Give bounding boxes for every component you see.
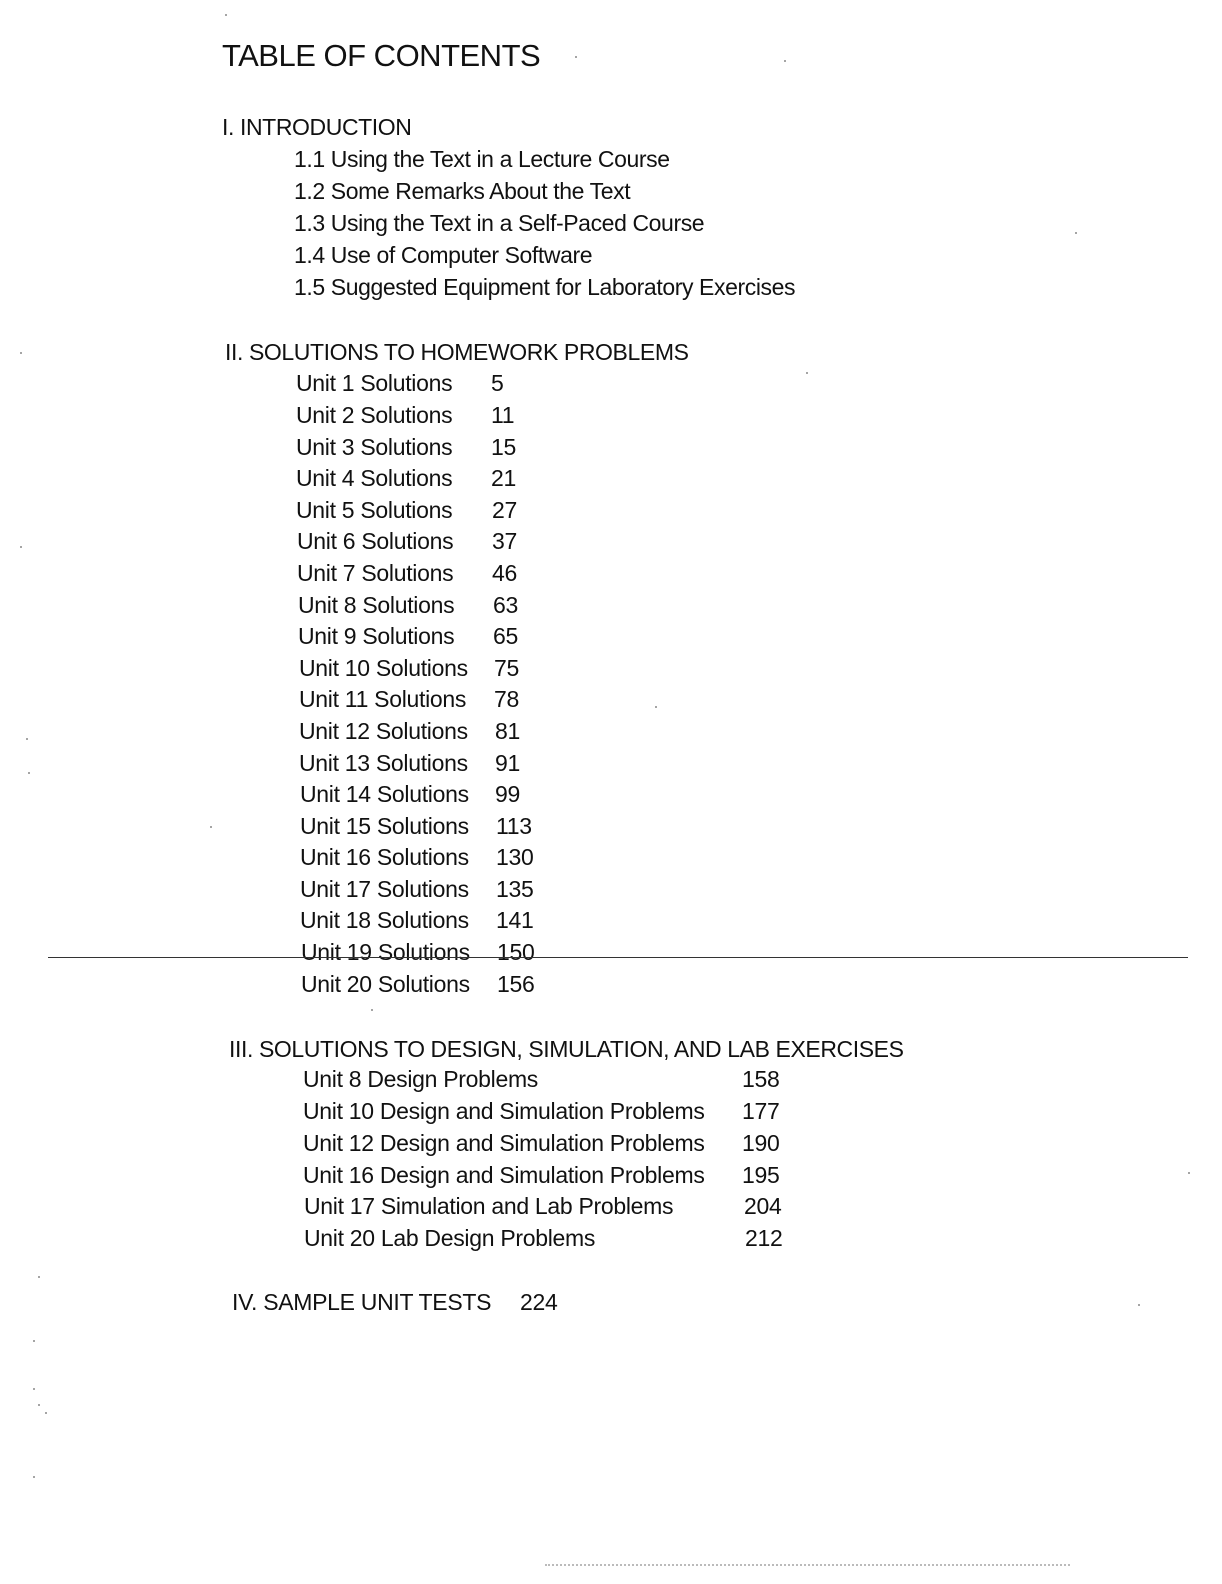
scan-speck xyxy=(655,706,657,708)
toc-row-label: Unit 1 Solutions xyxy=(296,370,453,396)
scan-speck xyxy=(1188,1172,1190,1174)
toc-row-label: Unit 20 Solutions xyxy=(301,971,470,997)
scan-speck xyxy=(33,1340,35,1342)
toc-row-page: 99 xyxy=(495,781,520,807)
toc-row-page: 21 xyxy=(491,465,516,491)
toc-row-page: 150 xyxy=(497,939,535,965)
toc-row-label: Unit 2 Solutions xyxy=(296,402,453,428)
scan-speck xyxy=(1075,232,1077,234)
scan-speck xyxy=(45,1412,47,1414)
toc-row-page: 37 xyxy=(492,528,517,554)
section-heading-homework-solutions: II. SOLUTIONS TO HOMEWORK PROBLEMS xyxy=(225,339,689,365)
toc-row-label: Unit 6 Solutions xyxy=(297,528,454,554)
scan-speck xyxy=(784,60,786,62)
toc-row-label: Unit 5 Solutions xyxy=(296,497,453,523)
toc-row-page: 190 xyxy=(742,1130,780,1156)
scan-speck xyxy=(38,1404,40,1406)
toc-row-page: 46 xyxy=(492,560,517,586)
toc-row-label: Unit 20 Lab Design Problems xyxy=(304,1225,596,1251)
toc-row-label: Unit 18 Solutions xyxy=(300,907,469,933)
scan-speck xyxy=(28,772,30,774)
toc-item-1-4: 1.4 Use of Computer Software xyxy=(294,242,593,268)
scan-speck xyxy=(26,738,28,740)
toc-row-page: 91 xyxy=(495,750,520,776)
toc-item-1-1: 1.1 Using the Text in a Lecture Course xyxy=(294,146,670,172)
toc-row-label: Unit 9 Solutions xyxy=(298,623,455,649)
toc-row-label: Unit 16 Design and Simulation Problems xyxy=(303,1162,705,1188)
toc-row-label: Unit 13 Solutions xyxy=(299,750,468,776)
toc-row-label: Unit 12 Solutions xyxy=(299,718,468,744)
scan-speck xyxy=(38,1276,40,1278)
scan-speck xyxy=(33,1476,35,1478)
toc-row-page: 27 xyxy=(492,497,517,523)
toc-row-page: 135 xyxy=(496,876,534,902)
toc-row-page: 158 xyxy=(742,1066,780,1092)
toc-row-label: Unit 17 Solutions xyxy=(300,876,469,902)
toc-row-page: 81 xyxy=(495,718,520,744)
scan-speck xyxy=(575,56,577,58)
toc-row-label: Unit 14 Solutions xyxy=(300,781,469,807)
scan-speck xyxy=(1138,1304,1140,1306)
toc-row-page: 141 xyxy=(496,907,534,933)
toc-row-page: 195 xyxy=(742,1162,780,1188)
toc-row-label: Unit 10 Design and Simulation Problems xyxy=(303,1098,705,1124)
toc-row-label: Unit 17 Simulation and Lab Problems xyxy=(304,1193,674,1219)
toc-row-page: 212 xyxy=(745,1225,783,1251)
scan-speck xyxy=(225,14,227,16)
toc-row-page: 78 xyxy=(494,686,519,712)
toc-row-label: Unit 15 Solutions xyxy=(300,813,469,839)
toc-row-page: 63 xyxy=(493,592,518,618)
toc-row-label: Unit 10 Solutions xyxy=(299,655,468,681)
toc-row-label: Unit 12 Design and Simulation Problems xyxy=(303,1130,705,1156)
toc-row-label: Unit 8 Solutions xyxy=(298,592,455,618)
toc-row-page: 15 xyxy=(491,434,516,460)
toc-row-page: 204 xyxy=(744,1193,782,1219)
scan-speck xyxy=(806,372,808,374)
toc-item-1-3: 1.3 Using the Text in a Self-Paced Course xyxy=(294,210,705,236)
toc-row-label: Unit 16 Solutions xyxy=(300,844,469,870)
toc-row-label: Unit 19 Solutions xyxy=(301,939,470,965)
toc-row-page: 5 xyxy=(491,370,504,396)
scan-speck xyxy=(20,546,22,548)
toc-row-page: 156 xyxy=(497,971,535,997)
toc-item-1-2: 1.2 Some Remarks About the Text xyxy=(294,178,631,204)
section-heading-design-simulation-lab: III. SOLUTIONS TO DESIGN, SIMULATION, AND LAB EXERCISES xyxy=(229,1036,904,1062)
toc-row-label: Unit 3 Solutions xyxy=(296,434,453,460)
toc-row-label: Unit 7 Solutions xyxy=(297,560,454,586)
scan-artifact-bottom-noise xyxy=(545,1564,1070,1570)
scan-speck xyxy=(33,1388,35,1390)
toc-row-page: 11 xyxy=(491,402,515,428)
page-title: TABLE OF CONTENTS xyxy=(222,38,541,73)
scan-speck xyxy=(20,352,22,354)
section-heading-page: 224 xyxy=(520,1289,558,1315)
section-heading-introduction: I. INTRODUCTION xyxy=(222,114,412,140)
toc-row-page: 113 xyxy=(496,813,532,839)
toc-row-label: Unit 11 Solutions xyxy=(299,686,467,712)
toc-row-label: Unit 8 Design Problems xyxy=(303,1066,539,1092)
toc-row-label: Unit 4 Solutions xyxy=(296,465,453,491)
scan-artifact-horizontal-line xyxy=(48,957,1188,958)
toc-row-page: 75 xyxy=(494,655,519,681)
toc-item-1-5: 1.5 Suggested Equipment for Laboratory Exercises xyxy=(294,274,796,300)
scan-speck xyxy=(210,826,212,828)
scan-speck xyxy=(371,1009,373,1011)
section-heading-label: IV. SAMPLE UNIT TESTS xyxy=(232,1289,492,1315)
toc-row-page: 177 xyxy=(742,1098,780,1124)
toc-row-page: 130 xyxy=(496,844,534,870)
toc-row-page: 65 xyxy=(493,623,518,649)
